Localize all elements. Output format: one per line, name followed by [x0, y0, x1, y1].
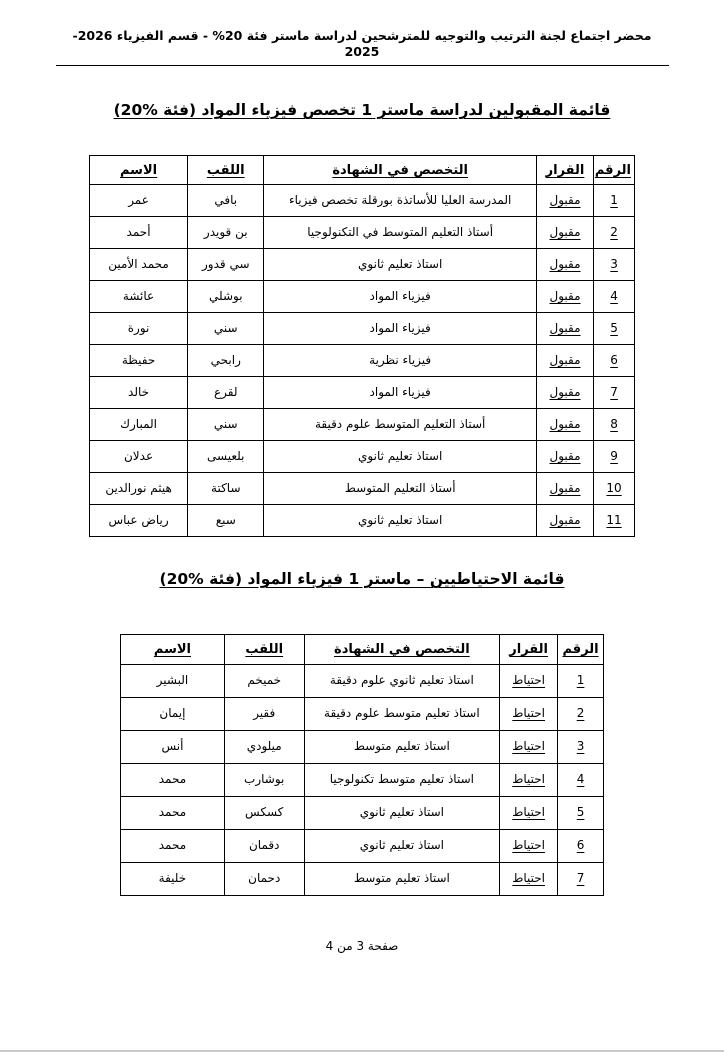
table-row: [90, 345, 635, 377]
cell-name: محمد: [121, 797, 225, 830]
cell-number: 2: [594, 217, 635, 249]
column-header-name: الاسم: [121, 635, 225, 665]
accepted-header-row: [90, 156, 635, 185]
column-header-number: الرقم: [594, 156, 635, 185]
table-row: [90, 281, 635, 313]
cell-surname: خميخم: [224, 665, 304, 698]
cell-surname: دحمان: [224, 863, 304, 896]
cell-specialty: استاذ تعليم ثانوي: [264, 441, 537, 473]
cell-number: 6: [558, 830, 604, 863]
column-header-surname: اللقب: [224, 635, 304, 665]
cell-decision: احتياط: [500, 830, 558, 863]
cell-name: البشير: [121, 665, 225, 698]
cell-surname: سني: [188, 409, 264, 441]
accepted-table: [89, 155, 635, 537]
cell-specialty: فيزياء المواد: [264, 313, 537, 345]
cell-number: 7: [594, 377, 635, 409]
cell-surname: فقير: [224, 698, 304, 731]
cell-specialty: استاذ تعليم ثانوي: [304, 830, 500, 863]
table-row: [121, 665, 604, 698]
table-row: [90, 441, 635, 473]
cell-name: أحمد: [90, 217, 188, 249]
table-row: [90, 249, 635, 281]
column-header-specialty: التخصص في الشهادة: [304, 635, 500, 665]
reserve-header-row: [121, 635, 604, 665]
column-header-decision: القرار: [500, 635, 558, 665]
cell-specialty: استاذ تعليم متوسط علوم دقيقة: [304, 698, 500, 731]
cell-number: 9: [594, 441, 635, 473]
cell-specialty: استاذ تعليم متوسط تكنولوجيا: [304, 764, 500, 797]
cell-surname: دقمان: [224, 830, 304, 863]
reserve-table-body: [121, 665, 604, 896]
cell-name: خالد: [90, 377, 188, 409]
cell-surname: ساكتة: [188, 473, 264, 505]
cell-surname: سي قدور: [188, 249, 264, 281]
cell-surname: كسكس: [224, 797, 304, 830]
cell-number: 2: [558, 698, 604, 731]
cell-number: 5: [558, 797, 604, 830]
cell-name: أنس: [121, 731, 225, 764]
cell-name: عمر: [90, 185, 188, 217]
cell-specialty: استاذ تعليم ثانوي: [264, 505, 537, 537]
column-header-name: الاسم: [90, 156, 188, 185]
cell-number: 5: [594, 313, 635, 345]
cell-number: 1: [558, 665, 604, 698]
table-row: [121, 731, 604, 764]
column-header-number: الرقم: [558, 635, 604, 665]
cell-decision: مقبول: [536, 185, 593, 217]
cell-specialty: استاذ تعليم ثانوي: [264, 249, 537, 281]
cell-number: 7: [558, 863, 604, 896]
cell-decision: احتياط: [500, 698, 558, 731]
cell-specialty: استاذ تعليم ثانوي: [304, 797, 500, 830]
column-header-decision: القرار: [536, 156, 593, 185]
page-header-title: محضر اجتماع لجنة الترتيب والتوجيه للمترشحين لدراسة ماستر فئة 20% - قسم الفيزياء 2026-2025: [56, 28, 669, 66]
column-header-surname: اللقب: [188, 156, 264, 185]
cell-name: هيثم نورالدين: [90, 473, 188, 505]
cell-decision: احتياط: [500, 863, 558, 896]
cell-specialty: أستاذ التعليم المتوسط علوم دقيقة: [264, 409, 537, 441]
table-row: [90, 185, 635, 217]
cell-specialty: المدرسة العليا للأساتذة بورقلة تخصص فيزياء: [264, 185, 537, 217]
cell-name: حفيظة: [90, 345, 188, 377]
cell-decision: مقبول: [536, 313, 593, 345]
cell-name: المبارك: [90, 409, 188, 441]
accepted-table-body: [90, 185, 635, 537]
cell-number: 4: [558, 764, 604, 797]
cell-decision: مقبول: [536, 409, 593, 441]
cell-specialty: استاذ تعليم متوسط: [304, 731, 500, 764]
cell-decision: مقبول: [536, 473, 593, 505]
cell-specialty: فيزياء المواد: [264, 281, 537, 313]
table-row: [90, 473, 635, 505]
cell-decision: احتياط: [500, 797, 558, 830]
cell-decision: مقبول: [536, 441, 593, 473]
cell-specialty: فيزياء نظرية: [264, 345, 537, 377]
cell-name: نورة: [90, 313, 188, 345]
cell-decision: مقبول: [536, 249, 593, 281]
table-row: [90, 217, 635, 249]
reserve-list-title: قائمة الاحتياطيين – ماستر 1 فيزياء المواد (فئة %20): [159, 570, 565, 589]
cell-number: 3: [558, 731, 604, 764]
table-row: [121, 764, 604, 797]
table-row: [90, 409, 635, 441]
cell-name: عدلان: [90, 441, 188, 473]
cell-decision: مقبول: [536, 505, 593, 537]
cell-name: عائشة: [90, 281, 188, 313]
cell-name: محمد: [121, 764, 225, 797]
table-row: [121, 698, 604, 731]
table-row: [90, 313, 635, 345]
cell-number: 3: [594, 249, 635, 281]
cell-surname: سني: [188, 313, 264, 345]
table-row: [90, 377, 635, 409]
cell-name: محمد: [121, 830, 225, 863]
cell-decision: احتياط: [500, 764, 558, 797]
cell-surname: رابحي: [188, 345, 264, 377]
table-row: [90, 505, 635, 537]
cell-surname: بلعيسى: [188, 441, 264, 473]
cell-number: 1: [594, 185, 635, 217]
cell-decision: مقبول: [536, 377, 593, 409]
cell-specialty: أستاذ التعليم المتوسط في التكنولوجيا: [264, 217, 537, 249]
cell-specialty: استاذ تعليم متوسط: [304, 863, 500, 896]
cell-number: 4: [594, 281, 635, 313]
cell-decision: احتياط: [500, 731, 558, 764]
column-header-specialty: التخصص في الشهادة: [264, 156, 537, 185]
cell-surname: سبع: [188, 505, 264, 537]
document-page: [0, 28, 724, 1052]
cell-decision: مقبول: [536, 345, 593, 377]
cell-specialty: استاذ تعليم ثانوي علوم دقيقة: [304, 665, 500, 698]
cell-specialty: أستاذ التعليم المتوسط: [264, 473, 537, 505]
cell-specialty: فيزياء المواد: [264, 377, 537, 409]
cell-decision: مقبول: [536, 217, 593, 249]
cell-name: رياض عباس: [90, 505, 188, 537]
page-number: صفحة 3 من 4: [325, 939, 399, 954]
cell-surname: بن قويدر: [188, 217, 264, 249]
cell-surname: ميلودي: [224, 731, 304, 764]
cell-name: إيمان: [121, 698, 225, 731]
cell-surname: بوشارب: [224, 764, 304, 797]
table-row: [121, 863, 604, 896]
cell-name: خليفة: [121, 863, 225, 896]
cell-surname: بوشلي: [188, 281, 264, 313]
reserve-table: [120, 634, 604, 896]
cell-surname: بافي: [188, 185, 264, 217]
cell-decision: مقبول: [536, 281, 593, 313]
cell-decision: احتياط: [500, 665, 558, 698]
cell-number: 10: [594, 473, 635, 505]
cell-surname: لقرع: [188, 377, 264, 409]
cell-number: 11: [594, 505, 635, 537]
cell-name: محمد الأمين: [90, 249, 188, 281]
cell-number: 8: [594, 409, 635, 441]
accepted-list-title: قائمة المقبولين لدراسة ماستر 1 تخصص فيزياء المواد (فئة %20): [113, 101, 611, 120]
table-row: [121, 830, 604, 863]
cell-number: 6: [594, 345, 635, 377]
table-row: [121, 797, 604, 830]
